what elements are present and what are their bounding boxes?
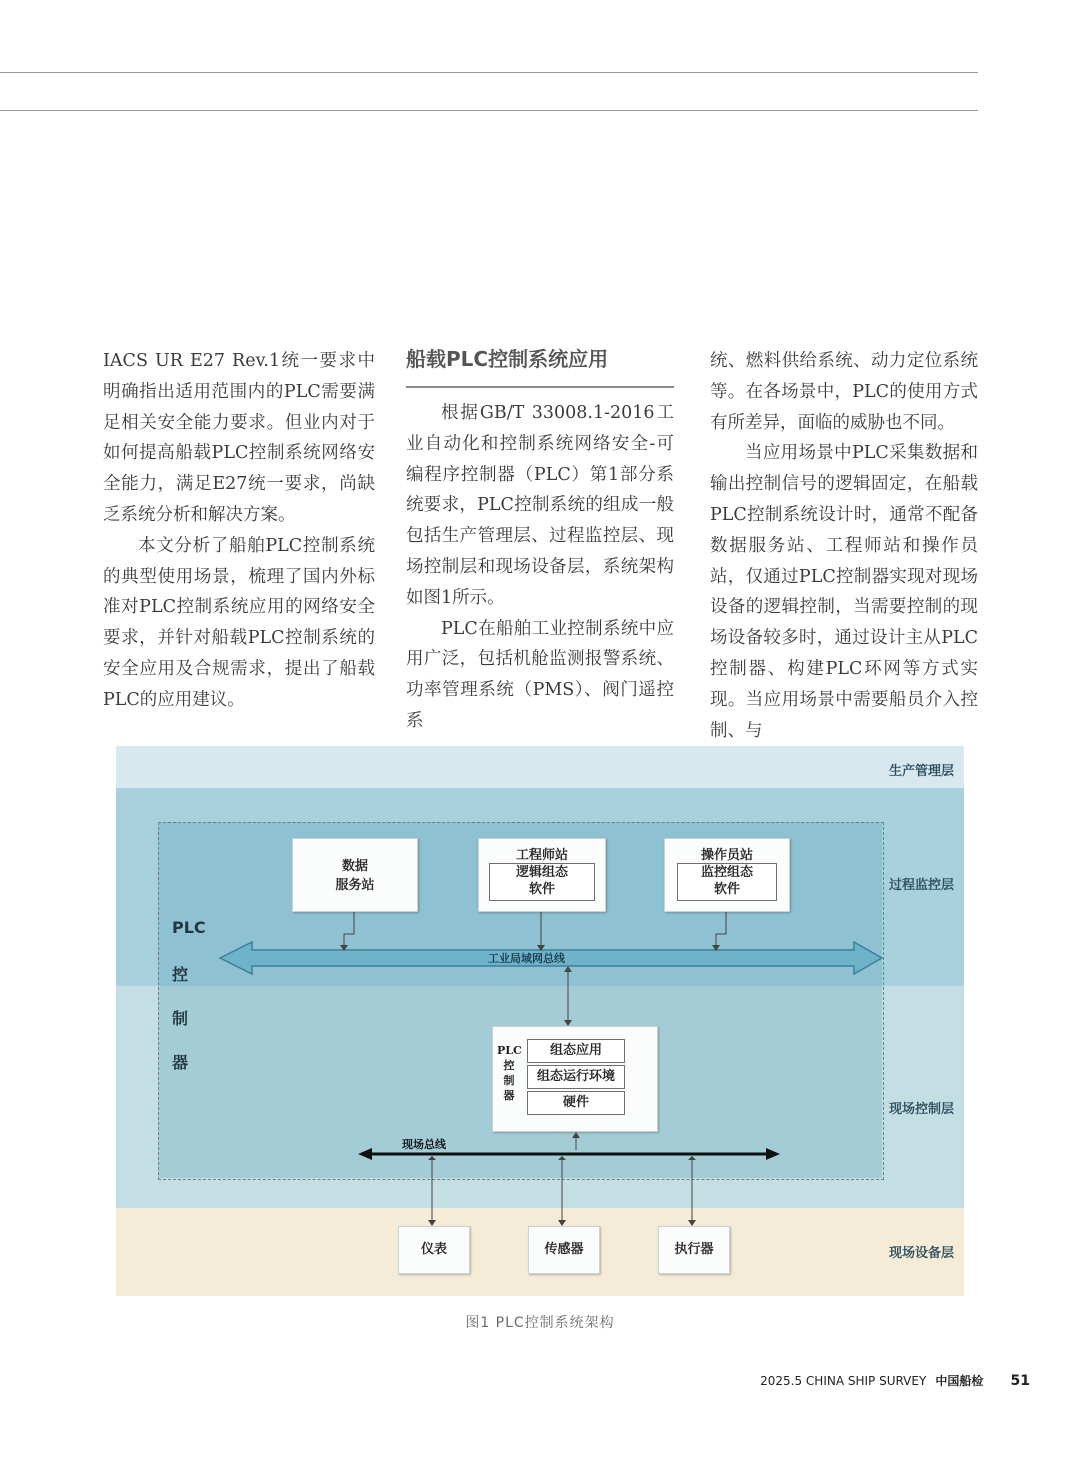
header-rule-bottom [0, 110, 978, 111]
arrow-head [558, 1156, 566, 1160]
page-footer [710, 1370, 1030, 1394]
controller-row-config-app: 组态应用 [527, 1039, 625, 1063]
text-column-right [710, 346, 978, 746]
figure-connectors [116, 746, 964, 1296]
operator-station-title: 操作员站 [700, 848, 753, 863]
connector-line [344, 912, 354, 948]
controller-side-label [497, 1043, 521, 1103]
arrow-head [572, 1132, 580, 1138]
device-sensor: 传感器 [528, 1226, 600, 1274]
field-bus-label: 现场总线 [402, 1138, 446, 1151]
data-server-label: 数据 [341, 859, 368, 874]
device-instrument: 仪表 [398, 1226, 470, 1274]
arrow-head [358, 1148, 372, 1160]
text-column-left [103, 346, 375, 716]
footer-page-number: 51 [1010, 1373, 1030, 1389]
data-server-label: 服务站 [335, 878, 375, 893]
plc-label-char: 控 [172, 965, 189, 984]
engineer-station-title: 工程师站 [515, 848, 568, 863]
controller-row-runtime: 组态运行环境 [527, 1065, 625, 1089]
plc-label-char: PLC [172, 918, 206, 937]
paragraph: 当应用场景中PLC采集数据和输出控制信号的逻辑固定，在船载PLC控制系统设计时，通常不配备数据服务站、工程师站和操作员站，仅通过PLC控制器实现对现场设备的逻辑控制，当需要控制的现场设备较多时，通过设计主从PLC控制器、构建PLC环网等方式实现。当应用场景中需要船员介入控制、与 [710, 443, 978, 741]
inner-label: 软件 [713, 882, 740, 897]
operator-station-node [664, 838, 790, 912]
controller-side-char: PLC [497, 1044, 522, 1057]
controller-side-char: 制 [503, 1074, 515, 1087]
inner-label: 监控组态 [700, 865, 753, 880]
layer-label-field-control: 现场控制层 [888, 1102, 954, 1117]
engineer-station-node [478, 838, 606, 912]
controller-side-char: 控 [503, 1059, 515, 1072]
arrow-head [688, 1156, 696, 1160]
inner-label: 逻辑组态 [515, 865, 568, 880]
plc-label-char: 器 [172, 1053, 189, 1072]
layer-label-production: 生产管理层 [888, 764, 954, 779]
text-column-middle [406, 344, 674, 737]
controller-row-hardware: 硬件 [527, 1091, 625, 1115]
paragraph: 本文分析了船舶PLC控制系统的典型使用场景，梳理了国内外标准对PLC控制系统应用的网络安全要求，并针对船载PLC控制系统的安全应用及合规需求，提出了船载PLC的应用建议。 [103, 535, 375, 710]
paragraph: PLC在船舶工业控制系统中应用广泛，包括机舱监测报警系统、功率管理系统（PMS）、阀门遥控系 [406, 618, 674, 731]
footer-issue: 2025.5 CHINA SHIP SURVEY [760, 1374, 927, 1388]
plc-label-char: 制 [172, 1009, 189, 1028]
logic-config-software [489, 863, 595, 901]
inner-label: 软件 [528, 882, 555, 897]
paragraph: 根据GB/T 33008.1-2016工业自动化和控制系统网络安全-可编程序控制器（PLC）第1部分系统要求，PLC控制系统的组成一般包括生产管理层、过程监控层、现场控制层和现场设备层，系统架构如图1所示。 [406, 403, 674, 608]
paragraph: IACS UR E27 Rev.1统一要求中明确指出适用范围内的PLC需要满足相关安全能力要求。但业内对于如何提高船载PLC控制系统网络安全能力，满足E27统一要求，尚缺乏系统分析和解决方案。 [103, 351, 375, 525]
layer-label-process: 过程监控层 [888, 878, 954, 893]
data-server-node [292, 838, 418, 912]
section-heading: 船载PLC控制系统应用 [406, 344, 674, 388]
layer-label-field-device: 现场设备层 [888, 1246, 954, 1261]
header-rule-top [0, 72, 978, 73]
figure-plc-architecture [116, 746, 964, 1296]
arrow-head [564, 966, 572, 972]
connector-line [716, 912, 726, 948]
controller-side-char: 器 [503, 1089, 515, 1102]
figure-caption: 图1 PLC控制系统架构 [465, 1315, 615, 1331]
device-actuator: 执行器 [658, 1226, 730, 1274]
monitor-config-software [677, 863, 777, 901]
plc-controller-node [492, 1026, 658, 1132]
footer-journal: 中国船检 [935, 1374, 984, 1388]
paragraph: 统、燃料供给系统、动力定位系统等。在各场景中，PLC的使用方式有所差异，面临的威胁也不同。 [710, 351, 978, 433]
arrow-head [428, 1156, 436, 1160]
ethernet-bus-label: 工业局域网总线 [488, 952, 565, 965]
arrow-head [766, 1148, 780, 1160]
